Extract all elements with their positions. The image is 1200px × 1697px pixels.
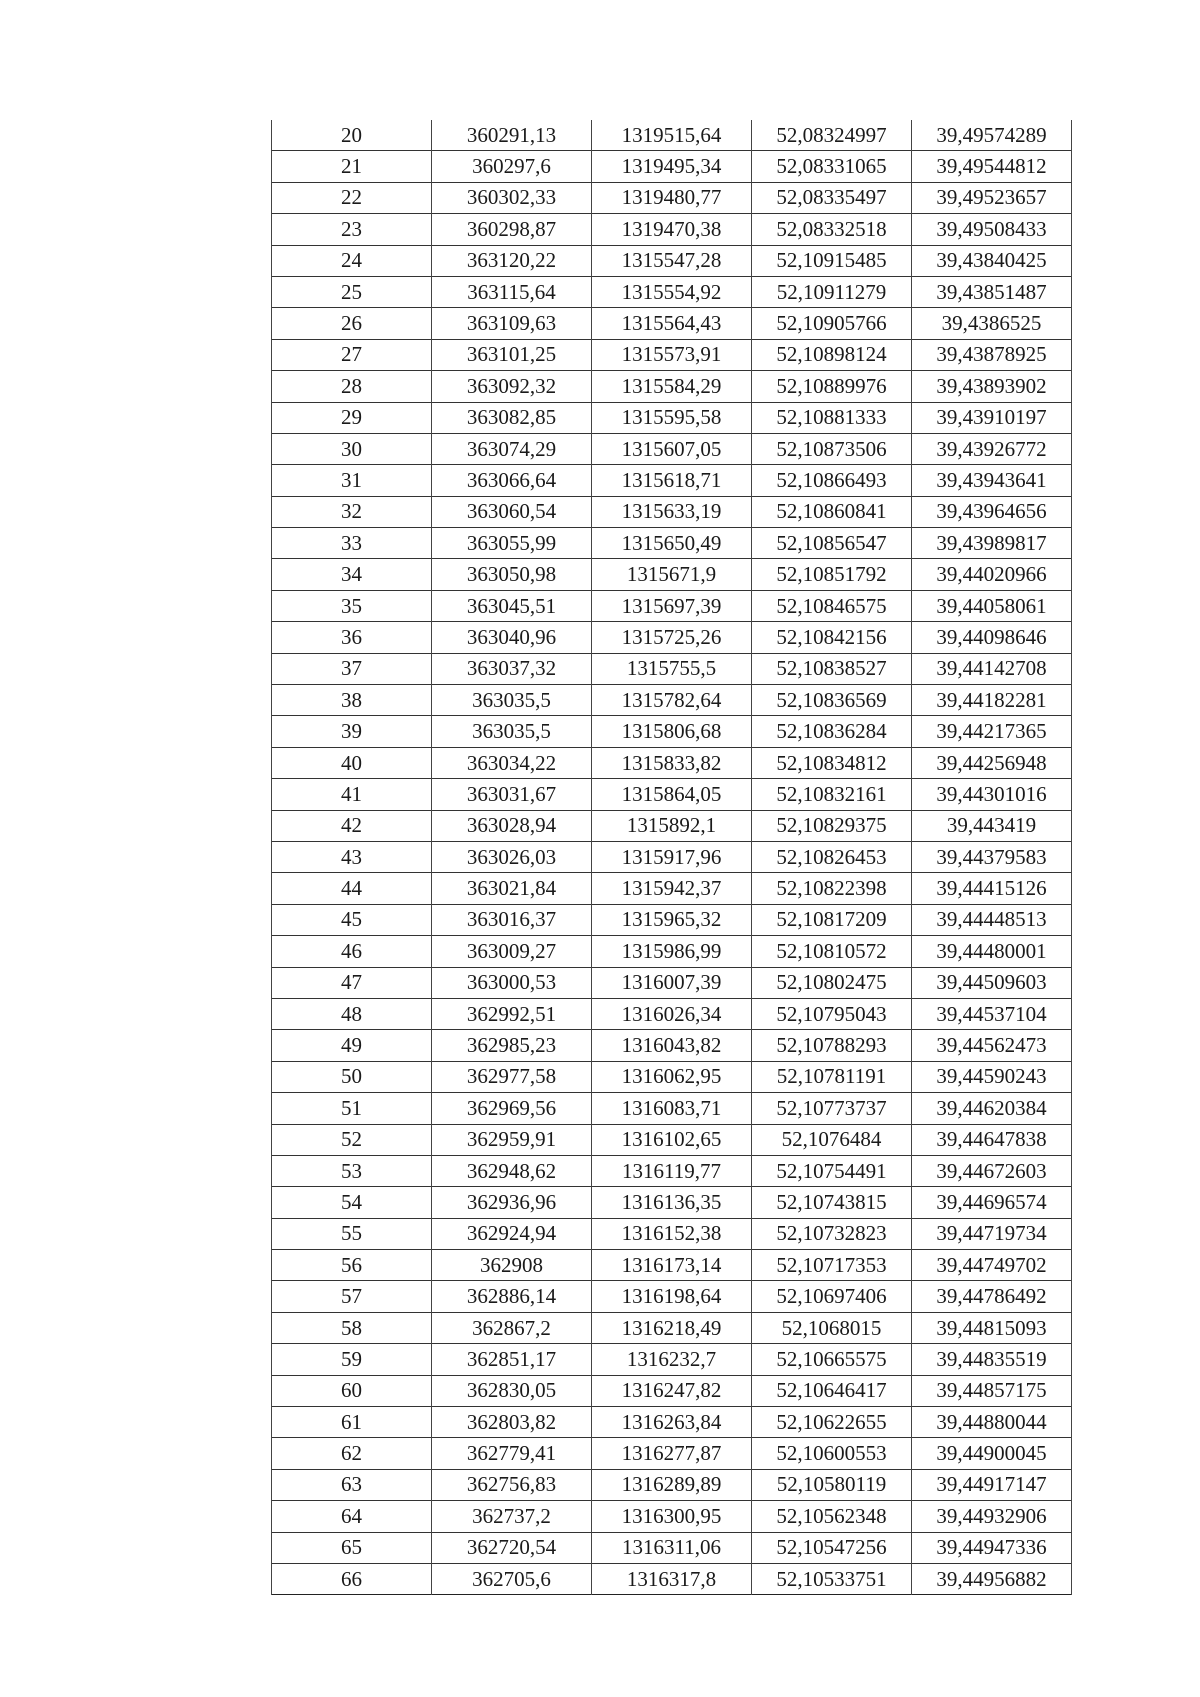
y-coordinate-cell: 1315755,5	[592, 653, 752, 684]
latitude-cell: 52,08335497	[752, 182, 912, 213]
table-row	[272, 1312, 1072, 1343]
table-row	[272, 936, 1072, 967]
y-coordinate-cell: 1316277,87	[592, 1438, 752, 1469]
longitude-cell: 39,44537104	[912, 998, 1072, 1029]
y-coordinate-cell: 1315942,37	[592, 873, 752, 904]
longitude-cell: 39,44590243	[912, 1061, 1072, 1092]
y-coordinate-cell: 1316263,84	[592, 1407, 752, 1438]
longitude-cell: 39,44379583	[912, 841, 1072, 872]
latitude-cell: 52,10732823	[752, 1218, 912, 1249]
latitude-cell: 52,10600553	[752, 1438, 912, 1469]
y-coordinate-cell: 1315573,91	[592, 339, 752, 370]
table-row	[272, 1187, 1072, 1218]
y-coordinate-cell: 1316083,71	[592, 1093, 752, 1124]
table-row	[272, 1469, 1072, 1500]
latitude-cell: 52,10817209	[752, 904, 912, 935]
longitude-cell: 39,44696574	[912, 1187, 1072, 1218]
point-number-cell: 60	[272, 1375, 432, 1406]
y-coordinate-cell: 1316043,82	[592, 1030, 752, 1061]
longitude-cell: 39,44480001	[912, 936, 1072, 967]
x-coordinate-cell: 362803,82	[432, 1407, 592, 1438]
y-coordinate-cell: 1319495,34	[592, 151, 752, 182]
latitude-cell: 52,10832161	[752, 779, 912, 810]
point-number-cell: 24	[272, 245, 432, 276]
table-row	[272, 653, 1072, 684]
longitude-cell: 39,43943641	[912, 465, 1072, 496]
longitude-cell: 39,44749702	[912, 1250, 1072, 1281]
point-number-cell: 61	[272, 1407, 432, 1438]
x-coordinate-cell: 363055,99	[432, 528, 592, 559]
table-row	[272, 841, 1072, 872]
table-row	[272, 308, 1072, 339]
table-row	[272, 590, 1072, 621]
table-row	[272, 1532, 1072, 1563]
table-row	[272, 559, 1072, 590]
table-row	[272, 433, 1072, 464]
latitude-cell: 52,10822398	[752, 873, 912, 904]
table-row	[272, 998, 1072, 1029]
point-number-cell: 50	[272, 1061, 432, 1092]
point-number-cell: 22	[272, 182, 432, 213]
point-number-cell: 49	[272, 1030, 432, 1061]
point-number-cell: 64	[272, 1501, 432, 1532]
table-row	[272, 1124, 1072, 1155]
longitude-cell: 39,44900045	[912, 1438, 1072, 1469]
y-coordinate-cell: 1316300,95	[592, 1501, 752, 1532]
y-coordinate-cell: 1316218,49	[592, 1312, 752, 1343]
latitude-cell: 52,10851792	[752, 559, 912, 590]
longitude-cell: 39,43926772	[912, 433, 1072, 464]
longitude-cell: 39,44956882	[912, 1563, 1072, 1594]
latitude-cell: 52,10562348	[752, 1501, 912, 1532]
longitude-cell: 39,44947336	[912, 1532, 1072, 1563]
x-coordinate-cell: 363016,37	[432, 904, 592, 935]
point-number-cell: 57	[272, 1281, 432, 1312]
longitude-cell: 39,44835519	[912, 1344, 1072, 1375]
latitude-cell: 52,10533751	[752, 1563, 912, 1594]
y-coordinate-cell: 1316232,7	[592, 1344, 752, 1375]
latitude-cell: 52,10836284	[752, 716, 912, 747]
longitude-cell: 39,44719734	[912, 1218, 1072, 1249]
point-number-cell: 53	[272, 1155, 432, 1186]
latitude-cell: 52,10911279	[752, 276, 912, 307]
x-coordinate-cell: 360297,6	[432, 151, 592, 182]
x-coordinate-cell: 363026,03	[432, 841, 592, 872]
coordinates-table-body	[272, 120, 1072, 1595]
longitude-cell: 39,49523657	[912, 182, 1072, 213]
y-coordinate-cell: 1315782,64	[592, 685, 752, 716]
point-number-cell: 29	[272, 402, 432, 433]
x-coordinate-cell: 363034,22	[432, 747, 592, 778]
latitude-cell: 52,10795043	[752, 998, 912, 1029]
longitude-cell: 39,44786492	[912, 1281, 1072, 1312]
y-coordinate-cell: 1315584,29	[592, 371, 752, 402]
table-row	[272, 528, 1072, 559]
latitude-cell: 52,10834812	[752, 747, 912, 778]
y-coordinate-cell: 1315965,32	[592, 904, 752, 935]
y-coordinate-cell: 1316289,89	[592, 1469, 752, 1500]
point-number-cell: 48	[272, 998, 432, 1029]
latitude-cell: 52,10788293	[752, 1030, 912, 1061]
point-number-cell: 45	[272, 904, 432, 935]
x-coordinate-cell: 363035,5	[432, 716, 592, 747]
longitude-cell: 39,44448513	[912, 904, 1072, 935]
y-coordinate-cell: 1315618,71	[592, 465, 752, 496]
latitude-cell: 52,10697406	[752, 1281, 912, 1312]
latitude-cell: 52,10547256	[752, 1532, 912, 1563]
x-coordinate-cell: 360302,33	[432, 182, 592, 213]
longitude-cell: 39,43851487	[912, 276, 1072, 307]
longitude-cell: 39,43989817	[912, 528, 1072, 559]
latitude-cell: 52,08324997	[752, 120, 912, 151]
y-coordinate-cell: 1315564,43	[592, 308, 752, 339]
point-number-cell: 39	[272, 716, 432, 747]
y-coordinate-cell: 1315833,82	[592, 747, 752, 778]
longitude-cell: 39,44880044	[912, 1407, 1072, 1438]
y-coordinate-cell: 1316311,06	[592, 1532, 752, 1563]
x-coordinate-cell: 362977,58	[432, 1061, 592, 1092]
y-coordinate-cell: 1316152,38	[592, 1218, 752, 1249]
table-row	[272, 1030, 1072, 1061]
x-coordinate-cell: 363035,5	[432, 685, 592, 716]
latitude-cell: 52,10826453	[752, 841, 912, 872]
x-coordinate-cell: 362705,6	[432, 1563, 592, 1594]
latitude-cell: 52,08331065	[752, 151, 912, 182]
y-coordinate-cell: 1315892,1	[592, 810, 752, 841]
longitude-cell: 39,443419	[912, 810, 1072, 841]
point-number-cell: 33	[272, 528, 432, 559]
x-coordinate-cell: 362830,05	[432, 1375, 592, 1406]
x-coordinate-cell: 362992,51	[432, 998, 592, 1029]
table-row	[272, 1501, 1072, 1532]
latitude-cell: 52,10829375	[752, 810, 912, 841]
table-row	[272, 276, 1072, 307]
latitude-cell: 52,10915485	[752, 245, 912, 276]
y-coordinate-cell: 1315554,92	[592, 276, 752, 307]
y-coordinate-cell: 1316198,64	[592, 1281, 752, 1312]
table-row	[272, 371, 1072, 402]
x-coordinate-cell: 362908	[432, 1250, 592, 1281]
table-row	[272, 182, 1072, 213]
x-coordinate-cell: 363066,64	[432, 465, 592, 496]
y-coordinate-cell: 1315697,39	[592, 590, 752, 621]
latitude-cell: 52,1068015	[752, 1312, 912, 1343]
table-row	[272, 1375, 1072, 1406]
x-coordinate-cell: 363082,85	[432, 402, 592, 433]
point-number-cell: 31	[272, 465, 432, 496]
y-coordinate-cell: 1315986,99	[592, 936, 752, 967]
x-coordinate-cell: 362779,41	[432, 1438, 592, 1469]
table-row	[272, 1407, 1072, 1438]
y-coordinate-cell: 1315607,05	[592, 433, 752, 464]
latitude-cell: 52,10754491	[752, 1155, 912, 1186]
table-row	[272, 465, 1072, 496]
table-row	[272, 873, 1072, 904]
table-row	[272, 716, 1072, 747]
latitude-cell: 52,10646417	[752, 1375, 912, 1406]
point-number-cell: 66	[272, 1563, 432, 1594]
y-coordinate-cell: 1316102,65	[592, 1124, 752, 1155]
latitude-cell: 52,10836569	[752, 685, 912, 716]
x-coordinate-cell: 362867,2	[432, 1312, 592, 1343]
y-coordinate-cell: 1316173,14	[592, 1250, 752, 1281]
longitude-cell: 39,44182281	[912, 685, 1072, 716]
longitude-cell: 39,44815093	[912, 1312, 1072, 1343]
x-coordinate-cell: 362756,83	[432, 1469, 592, 1500]
latitude-cell: 52,10781191	[752, 1061, 912, 1092]
point-number-cell: 25	[272, 276, 432, 307]
point-number-cell: 51	[272, 1093, 432, 1124]
table-row	[272, 1218, 1072, 1249]
y-coordinate-cell: 1315595,58	[592, 402, 752, 433]
longitude-cell: 39,44142708	[912, 653, 1072, 684]
point-number-cell: 47	[272, 967, 432, 998]
point-number-cell: 55	[272, 1218, 432, 1249]
table-row	[272, 904, 1072, 935]
table-row	[272, 339, 1072, 370]
table-row	[272, 1438, 1072, 1469]
point-number-cell: 46	[272, 936, 432, 967]
longitude-cell: 39,44098646	[912, 622, 1072, 653]
point-number-cell: 26	[272, 308, 432, 339]
latitude-cell: 52,10905766	[752, 308, 912, 339]
latitude-cell: 52,1076484	[752, 1124, 912, 1155]
point-number-cell: 65	[272, 1532, 432, 1563]
x-coordinate-cell: 363045,51	[432, 590, 592, 621]
longitude-cell: 39,44058061	[912, 590, 1072, 621]
table-row	[272, 496, 1072, 527]
latitude-cell: 52,10889976	[752, 371, 912, 402]
longitude-cell: 39,43840425	[912, 245, 1072, 276]
y-coordinate-cell: 1316119,77	[592, 1155, 752, 1186]
latitude-cell: 52,10838527	[752, 653, 912, 684]
y-coordinate-cell: 1315725,26	[592, 622, 752, 653]
y-coordinate-cell: 1315806,68	[592, 716, 752, 747]
table-row	[272, 967, 1072, 998]
point-number-cell: 62	[272, 1438, 432, 1469]
point-number-cell: 21	[272, 151, 432, 182]
table-row	[272, 747, 1072, 778]
latitude-cell: 52,10898124	[752, 339, 912, 370]
y-coordinate-cell: 1315864,05	[592, 779, 752, 810]
latitude-cell: 52,10622655	[752, 1407, 912, 1438]
x-coordinate-cell: 362969,56	[432, 1093, 592, 1124]
table-row	[272, 1281, 1072, 1312]
y-coordinate-cell: 1319480,77	[592, 182, 752, 213]
y-coordinate-cell: 1316317,8	[592, 1563, 752, 1594]
table-row	[272, 1250, 1072, 1281]
x-coordinate-cell: 363037,32	[432, 653, 592, 684]
y-coordinate-cell: 1315547,28	[592, 245, 752, 276]
point-number-cell: 38	[272, 685, 432, 716]
x-coordinate-cell: 363000,53	[432, 967, 592, 998]
point-number-cell: 20	[272, 120, 432, 151]
table-row	[272, 1155, 1072, 1186]
x-coordinate-cell: 362985,23	[432, 1030, 592, 1061]
latitude-cell: 52,10773737	[752, 1093, 912, 1124]
longitude-cell: 39,43878925	[912, 339, 1072, 370]
point-number-cell: 44	[272, 873, 432, 904]
x-coordinate-cell: 363028,94	[432, 810, 592, 841]
point-number-cell: 40	[272, 747, 432, 778]
point-number-cell: 54	[272, 1187, 432, 1218]
latitude-cell: 52,10881333	[752, 402, 912, 433]
longitude-cell: 39,44647838	[912, 1124, 1072, 1155]
y-coordinate-cell: 1315917,96	[592, 841, 752, 872]
latitude-cell: 52,10842156	[752, 622, 912, 653]
longitude-cell: 39,44562473	[912, 1030, 1072, 1061]
point-number-cell: 28	[272, 371, 432, 402]
longitude-cell: 39,44917147	[912, 1469, 1072, 1500]
table-row	[272, 1344, 1072, 1375]
latitude-cell: 52,10866493	[752, 465, 912, 496]
latitude-cell: 52,10860841	[752, 496, 912, 527]
point-number-cell: 37	[272, 653, 432, 684]
longitude-cell: 39,44857175	[912, 1375, 1072, 1406]
latitude-cell: 52,08332518	[752, 214, 912, 245]
table-row	[272, 779, 1072, 810]
x-coordinate-cell: 363115,64	[432, 276, 592, 307]
table-row	[272, 214, 1072, 245]
x-coordinate-cell: 360298,87	[432, 214, 592, 245]
y-coordinate-cell: 1316136,35	[592, 1187, 752, 1218]
x-coordinate-cell: 362948,62	[432, 1155, 592, 1186]
table-row	[272, 120, 1072, 151]
latitude-cell: 52,10743815	[752, 1187, 912, 1218]
table-row	[272, 402, 1072, 433]
x-coordinate-cell: 363092,32	[432, 371, 592, 402]
x-coordinate-cell: 363120,22	[432, 245, 592, 276]
latitude-cell: 52,10873506	[752, 433, 912, 464]
y-coordinate-cell: 1319470,38	[592, 214, 752, 245]
table-row	[272, 685, 1072, 716]
x-coordinate-cell: 362936,96	[432, 1187, 592, 1218]
latitude-cell: 52,10810572	[752, 936, 912, 967]
longitude-cell: 39,43910197	[912, 402, 1072, 433]
latitude-cell: 52,10665575	[752, 1344, 912, 1375]
x-coordinate-cell: 362720,54	[432, 1532, 592, 1563]
point-number-cell: 43	[272, 841, 432, 872]
longitude-cell: 39,49508433	[912, 214, 1072, 245]
x-coordinate-cell: 363109,63	[432, 308, 592, 339]
point-number-cell: 59	[272, 1344, 432, 1375]
point-number-cell: 23	[272, 214, 432, 245]
x-coordinate-cell: 363101,25	[432, 339, 592, 370]
y-coordinate-cell: 1319515,64	[592, 120, 752, 151]
table-row	[272, 622, 1072, 653]
point-number-cell: 42	[272, 810, 432, 841]
table-row	[272, 1061, 1072, 1092]
longitude-cell: 39,49544812	[912, 151, 1072, 182]
x-coordinate-cell: 363050,98	[432, 559, 592, 590]
y-coordinate-cell: 1315633,19	[592, 496, 752, 527]
table-row	[272, 1093, 1072, 1124]
y-coordinate-cell: 1316026,34	[592, 998, 752, 1029]
table-row	[272, 245, 1072, 276]
longitude-cell: 39,4386525	[912, 308, 1072, 339]
latitude-cell: 52,10717353	[752, 1250, 912, 1281]
table-row	[272, 1563, 1072, 1594]
point-number-cell: 52	[272, 1124, 432, 1155]
longitude-cell: 39,44509603	[912, 967, 1072, 998]
coordinates-table	[271, 120, 1072, 1595]
point-number-cell: 27	[272, 339, 432, 370]
latitude-cell: 52,10802475	[752, 967, 912, 998]
y-coordinate-cell: 1316062,95	[592, 1061, 752, 1092]
x-coordinate-cell: 362959,91	[432, 1124, 592, 1155]
point-number-cell: 35	[272, 590, 432, 621]
latitude-cell: 52,10846575	[752, 590, 912, 621]
x-coordinate-cell: 363021,84	[432, 873, 592, 904]
longitude-cell: 39,44301016	[912, 779, 1072, 810]
x-coordinate-cell: 362886,14	[432, 1281, 592, 1312]
longitude-cell: 39,44256948	[912, 747, 1072, 778]
point-number-cell: 41	[272, 779, 432, 810]
longitude-cell: 39,44620384	[912, 1093, 1072, 1124]
longitude-cell: 39,44020966	[912, 559, 1072, 590]
x-coordinate-cell: 362737,2	[432, 1501, 592, 1532]
y-coordinate-cell: 1315650,49	[592, 528, 752, 559]
x-coordinate-cell: 360291,13	[432, 120, 592, 151]
x-coordinate-cell: 363074,29	[432, 433, 592, 464]
point-number-cell: 56	[272, 1250, 432, 1281]
longitude-cell: 39,44415126	[912, 873, 1072, 904]
longitude-cell: 39,44217365	[912, 716, 1072, 747]
latitude-cell: 52,10856547	[752, 528, 912, 559]
point-number-cell: 63	[272, 1469, 432, 1500]
point-number-cell: 34	[272, 559, 432, 590]
x-coordinate-cell: 363009,27	[432, 936, 592, 967]
x-coordinate-cell: 362924,94	[432, 1218, 592, 1249]
point-number-cell: 36	[272, 622, 432, 653]
x-coordinate-cell: 363040,96	[432, 622, 592, 653]
y-coordinate-cell: 1315671,9	[592, 559, 752, 590]
y-coordinate-cell: 1316247,82	[592, 1375, 752, 1406]
point-number-cell: 58	[272, 1312, 432, 1343]
point-number-cell: 32	[272, 496, 432, 527]
longitude-cell: 39,44932906	[912, 1501, 1072, 1532]
longitude-cell: 39,49574289	[912, 120, 1072, 151]
latitude-cell: 52,10580119	[752, 1469, 912, 1500]
longitude-cell: 39,43964656	[912, 496, 1072, 527]
longitude-cell: 39,44672603	[912, 1155, 1072, 1186]
y-coordinate-cell: 1316007,39	[592, 967, 752, 998]
table-row	[272, 151, 1072, 182]
table-row	[272, 810, 1072, 841]
x-coordinate-cell: 363031,67	[432, 779, 592, 810]
x-coordinate-cell: 362851,17	[432, 1344, 592, 1375]
point-number-cell: 30	[272, 433, 432, 464]
x-coordinate-cell: 363060,54	[432, 496, 592, 527]
longitude-cell: 39,43893902	[912, 371, 1072, 402]
